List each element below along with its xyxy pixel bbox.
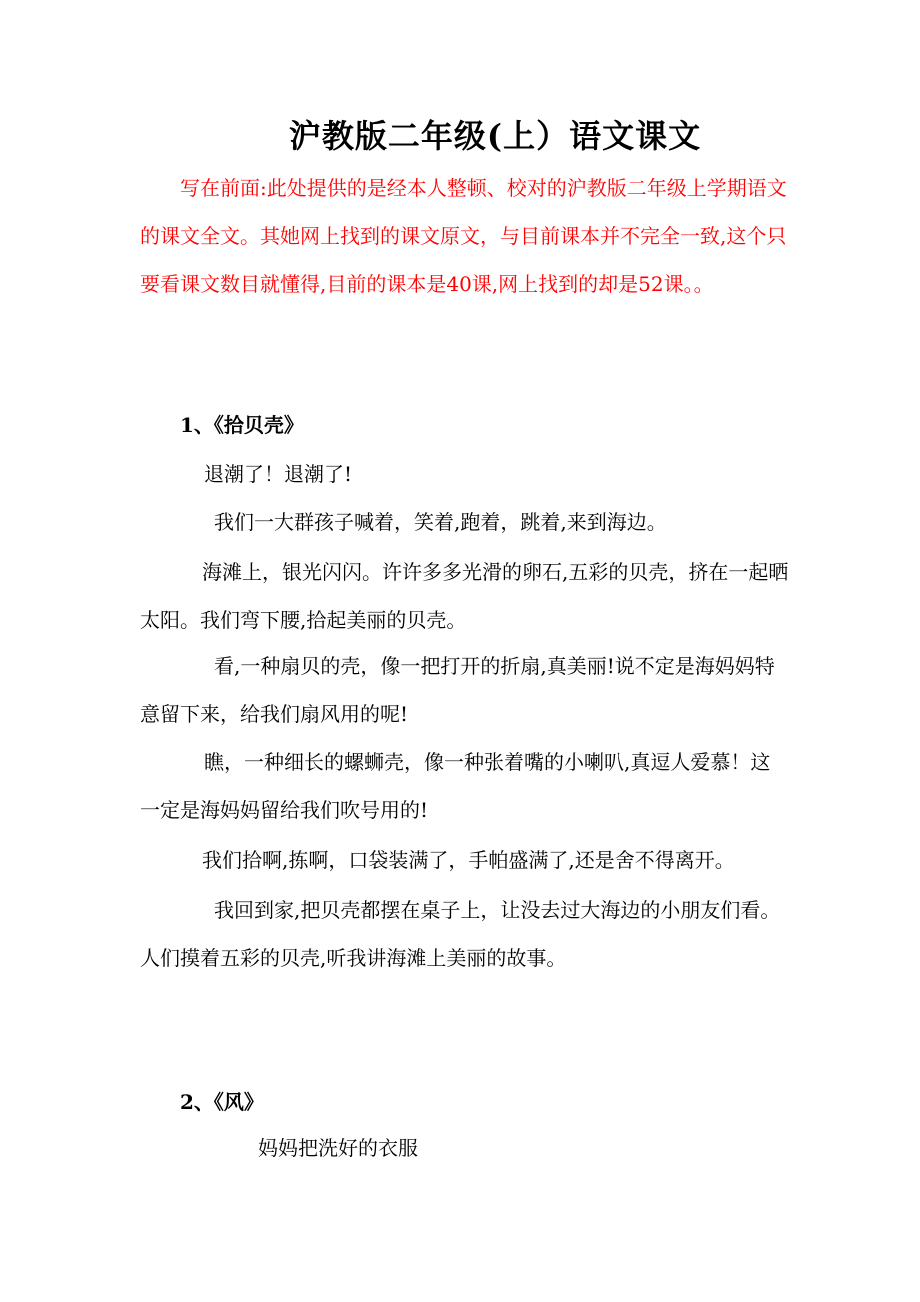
- lesson-1-paragraph: 我们一大群孩子喊着，笑着,跑着，跳着,来到海边。: [214, 510, 667, 534]
- intro-note: 写在前面:此处提供的是经本人整顿、校对的沪教版二年级上学期语文的课文全文。其她网上找到的课文原文，与目前课本并不完全一致,这个只要看课文数目就懂得,目前的课本是40课,网上找到的却是52课。。: [140, 176, 787, 296]
- lesson-1-paragraph: 瞧，一种细长的螺蛳壳，像一种张着嘴的小喇叭,真逗人爱慕！这一定是海妈妈留给我们吹号用的!: [140, 750, 771, 822]
- lesson-1-paragraph: 退潮了！退潮了!: [204, 462, 353, 486]
- lesson-1-paragraph: 我回到家,把贝壳都摆在桌子上，让没去过大海边的小朋友们看。人们摸着五彩的贝壳,听我讲海滩上美丽的故事。: [140, 898, 781, 970]
- lesson-1-paragraph: 我们拾啊,拣啊，口袋装满了，手帕盛满了,还是舍不得离开。: [202, 848, 735, 872]
- lesson-1-paragraph: 看,一种扇贝的壳，像一把打开的折扇,真美丽!说不定是海妈妈特意留下来，给我们扇风用的呢!: [140, 654, 775, 726]
- lesson-1-paragraph: 海滩上，银光闪闪。许许多多光滑的卵石,五彩的贝壳，挤在一起晒太阳。我们弯下腰,拾起美丽的贝壳。: [140, 560, 789, 632]
- lesson-1-heading: 1、《拾贝壳》: [180, 413, 304, 437]
- page-title: 沪教版二年级(上）语文课文: [288, 117, 702, 155]
- lesson-2-line: 妈妈把洗好的衣服: [258, 1136, 418, 1160]
- lesson-2-heading: 2、《风》: [180, 1090, 264, 1114]
